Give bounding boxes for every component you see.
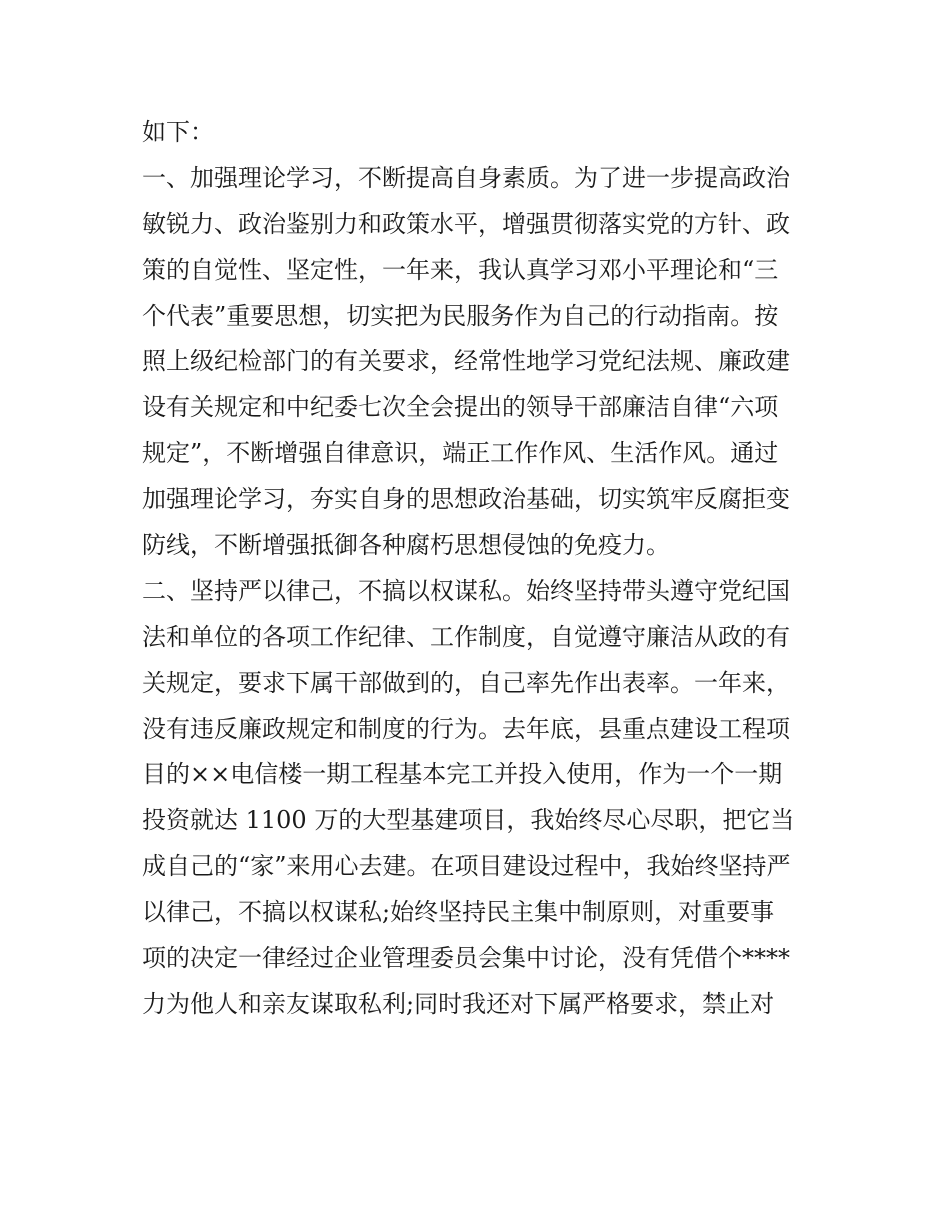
text-line: 防线，不断增强抵御各种腐朽思想侵蚀的免疫力。 [142, 531, 670, 560]
text-line: 敏锐力、政治鉴别力和政策水平，增强贯彻落实党的方针、政 [142, 209, 790, 238]
text-line: 没有违反廉政规定和制度的行为。去年底，县重点建设工程项 [142, 714, 790, 743]
text-line: 规定”，不断增强自律意识，端正工作作风、生活作风。通过 [142, 439, 779, 468]
text-line: 二、坚持严以律己，不搞以权谋私。始终坚持带头遵守党纪国 [142, 576, 790, 605]
text-line: 照上级纪检部门的有关要求，经常性地学习党纪法规、廉政建 [142, 347, 790, 376]
text-line: 力为他人和亲友谋取私利;同时我还对下属严格要求，禁止对 [142, 989, 775, 1018]
text-line: 目的××电信楼一期工程基本完工并投入使用，作为一个一期 [142, 760, 783, 789]
text-line: 个代表”重要思想，切实把为民服务作为自己的行动指南。按 [142, 301, 779, 330]
body-text [142, 110, 822, 1028]
text-line: 如下： [142, 118, 214, 146]
text-line: 一、加强理论学习，不断提高自身素质。为了进一步提高政治 [142, 163, 790, 192]
text-line: 加强理论学习，夯实自身的思想政治基础，切实筑牢反腐拒变 [142, 485, 790, 514]
text-line: 以律己，不搞以权谋私;始终坚持民主集中制原则，对重要事 [142, 898, 775, 927]
text-line: 成自己的“家”来用心去建。在项目建设过程中，我始终坚持严 [142, 852, 791, 881]
text-line: 设有关规定和中纪委七次全会提出的领导干部廉洁自律“六项 [142, 393, 779, 422]
text-line: 项的决定一律经过企业管理委员会集中讨论，没有凭借个**** [142, 944, 790, 973]
text-line: 策的自觉性、坚定性，一年来，我认真学习邓小平理论和“三 [142, 255, 779, 284]
text-line: 法和单位的各项工作纪律、工作制度，自觉遵守廉洁从政的有 [142, 622, 790, 651]
text-line: 关规定，要求下属干部做到的，自己率先作出表率。一年来， [142, 668, 790, 697]
text-line: 投资就达 1100 万的大型基建项目，我始终尽心尽职，把它当 [142, 806, 795, 835]
